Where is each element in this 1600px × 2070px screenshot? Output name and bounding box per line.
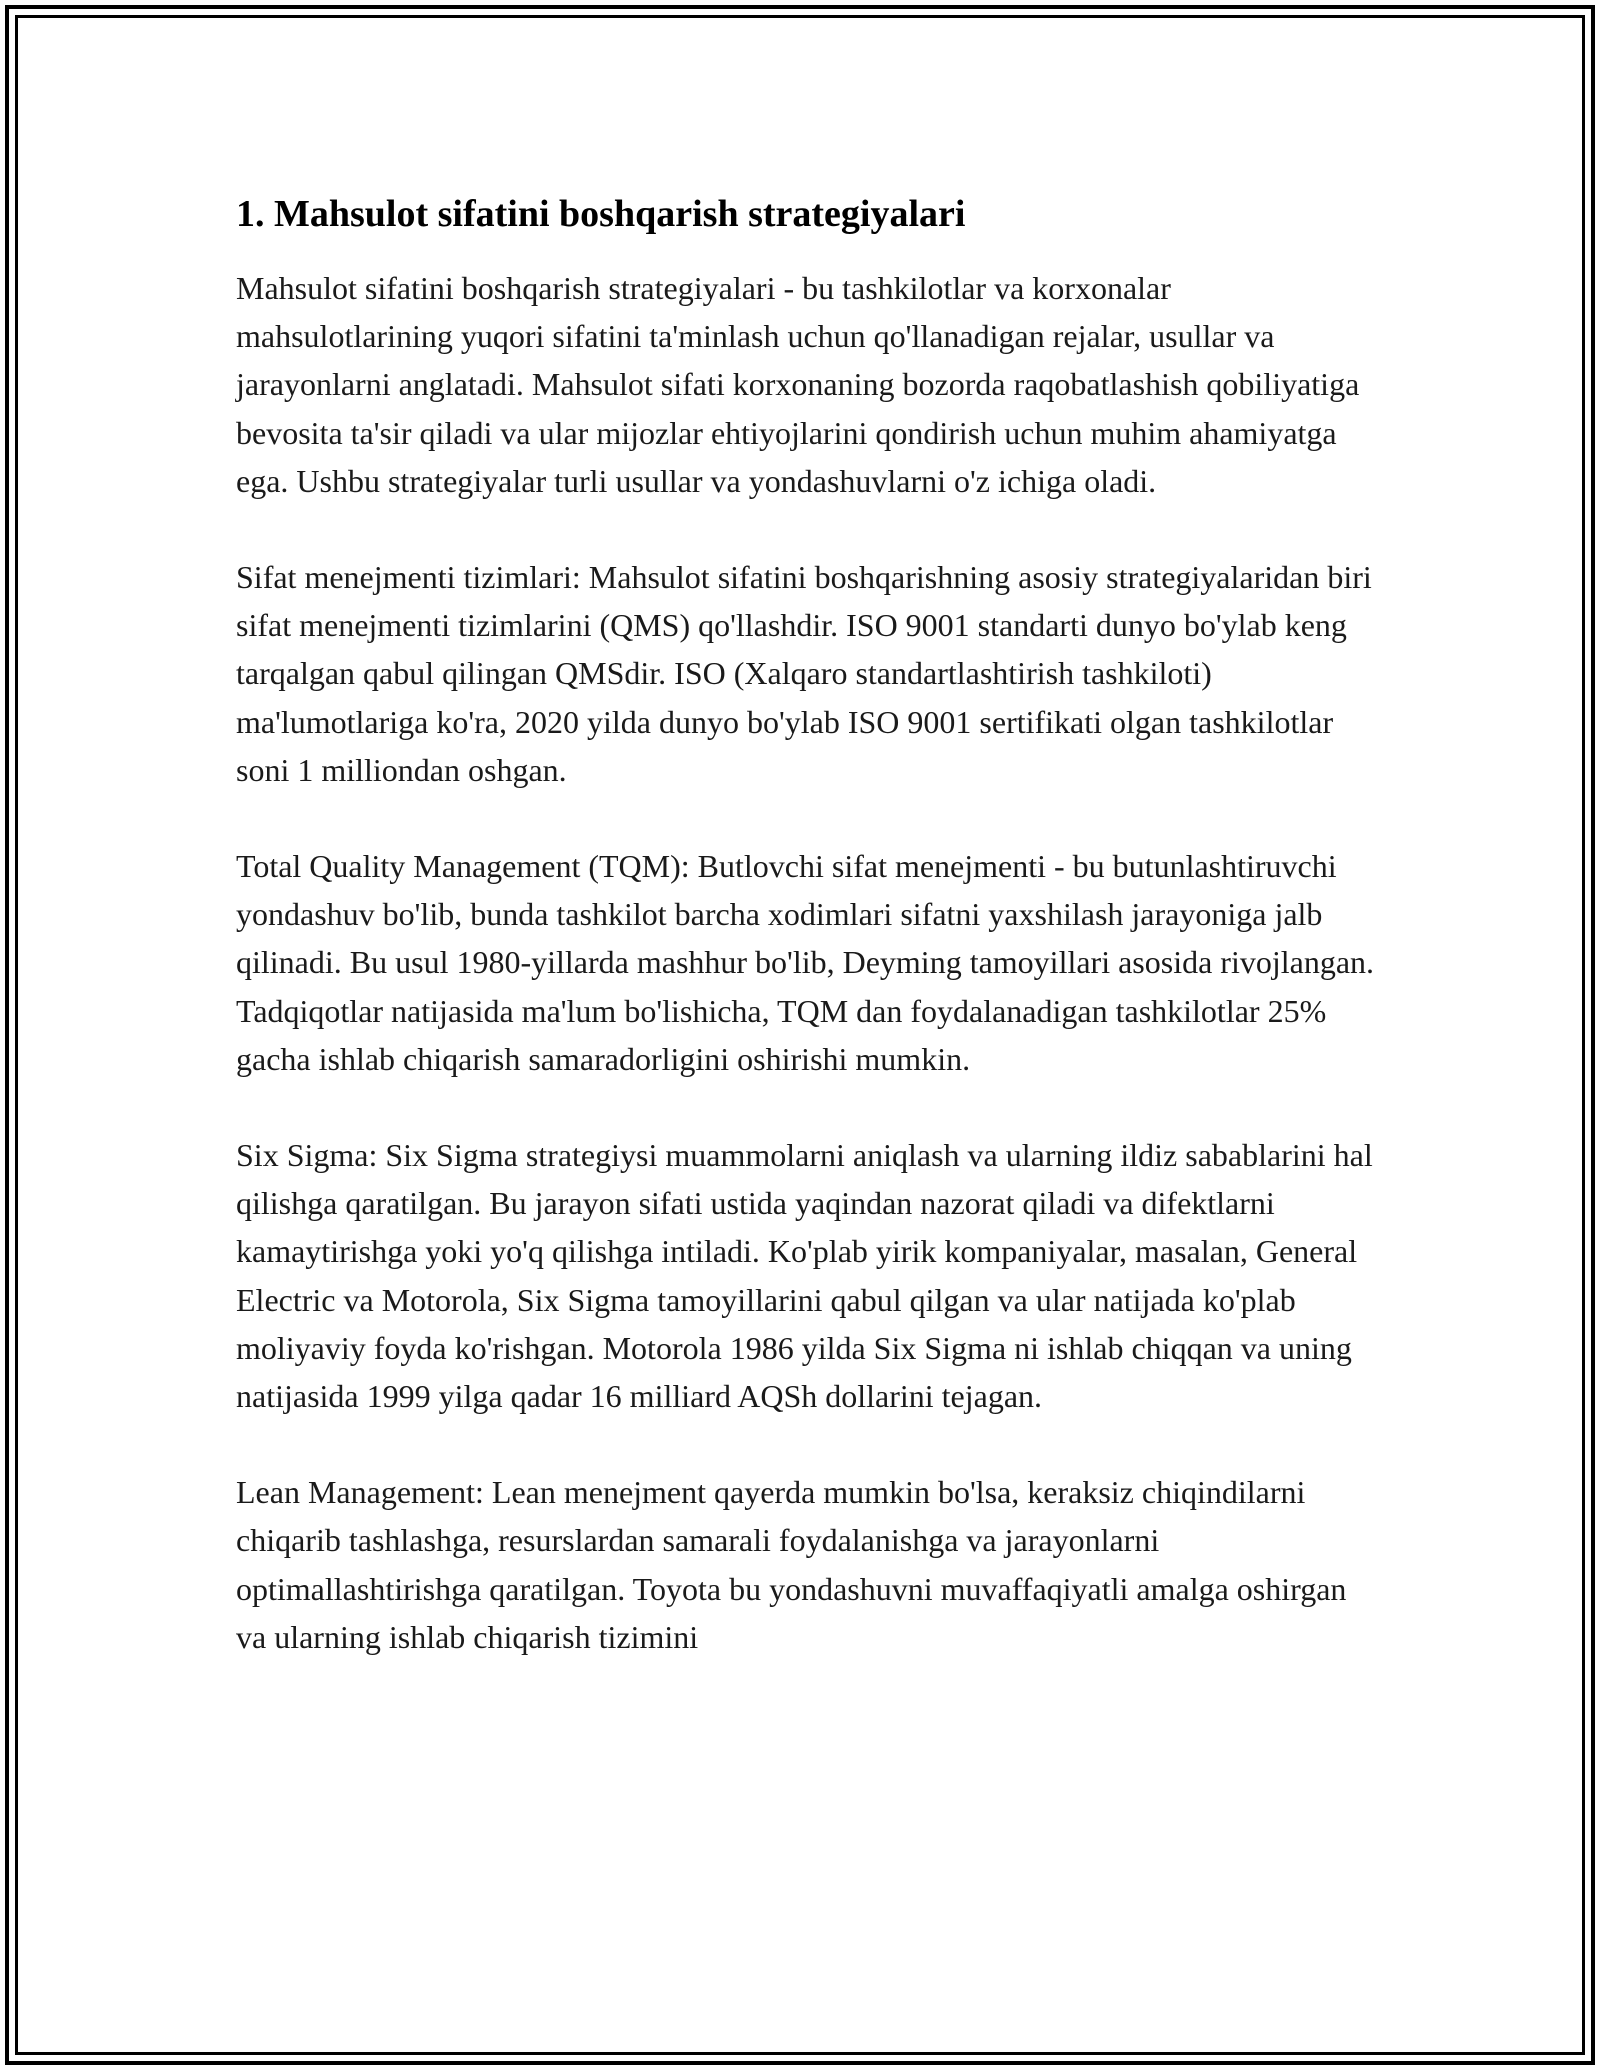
paragraph-tqm: Total Quality Management (TQM): Butlovchi sifat menejmenti - bu butunlashtiruvchi yondashuv bo'lib, bunda tashkilot barcha xodimlari sifatni yaxshilash jarayoniga jalb qilinadi. Bu usul 1980-yillarda mashhur bo'lib, Deyming tamoyillari asosida rivojlangan. Tadqiqotlar natijasida ma'lum bo'lishicha, TQM dan foydalanadigan tashkilotlar 25% gacha ishlab chiqarish samaradorligini oshirishi mumkin. <box>236 848 1375 1077</box>
document-body <box>236 186 1376 1709</box>
paragraph-lean: Lean Management: Lean menejment qayerda mumkin bo'lsa, keraksiz chiqindilarni chiqarib tashlashga, resurslardan samarali foydalanishga va jarayonlarni optimallashtirishga qaratilgan. Toyota bu yondashuvni muvaffaqiyatli amalga oshirgan va ularning ishlab chiqarish tizimini <box>236 1474 1347 1655</box>
paragraph-intro: Mahsulot sifatini boshqarish strategiyalari - bu tashkilotlar va korxonalar mahsulotlarining yuqori sifatini ta'minlash uchun qo'llanadigan rejalar, usullar va jarayonlarni anglatadi. Mahsulot sifati korxonaning bozorda raqobatlashish qobiliyatiga bevosita ta'sir qiladi va ular mijozlar ehtiyojlarini qondirish uchun muhim ahamiyatga ega. Ushbu strategiyalar turli usullar va yondashuvlarni o'z ichiga oladi. <box>236 270 1360 499</box>
paragraph-six-sigma: Six Sigma: Six Sigma strategiysi muammolarni aniqlash va ularning ildiz sabablarini hal qilishga qaratilgan. Bu jarayon sifati ustida yaqindan nazorat qiladi va difektlarni kamaytirishga yoki yo'q qilishga intiladi. Ko'plab yirik kompaniyalar, masalan, General Electric va Motorola, Six Sigma tamoyillarini qabul qilgan va ular natijada ko'plab moliyaviy foyda ko'rishgan. Motorola 1986 yilda Six Sigma ni ishlab chiqqan va uning natijasida 1999 yilga qadar 16 milliard AQSh dollarini tejagan. <box>236 1137 1373 1415</box>
paragraph-qms: Sifat menejmenti tizimlari: Mahsulot sifatini boshqarishning asosiy strategiyalaridan biri sifat menejmenti tizimlarini (QMS) qo'llashdir. ISO 9001 standarti dunyo bo'ylab keng tarqalgan qabul qilingan QMSdir. ISO (Xalqaro standartlashtirish tashkiloti) ma'lumotlariga ko'ra, 2020 yilda dunyo bo'ylab ISO 9001 sertifikati olgan tashkilotlar soni 1 milliondan oshgan. <box>236 559 1372 788</box>
section-heading: 1. Mahsulot sifatini boshqarish strategiyalari <box>236 193 966 235</box>
